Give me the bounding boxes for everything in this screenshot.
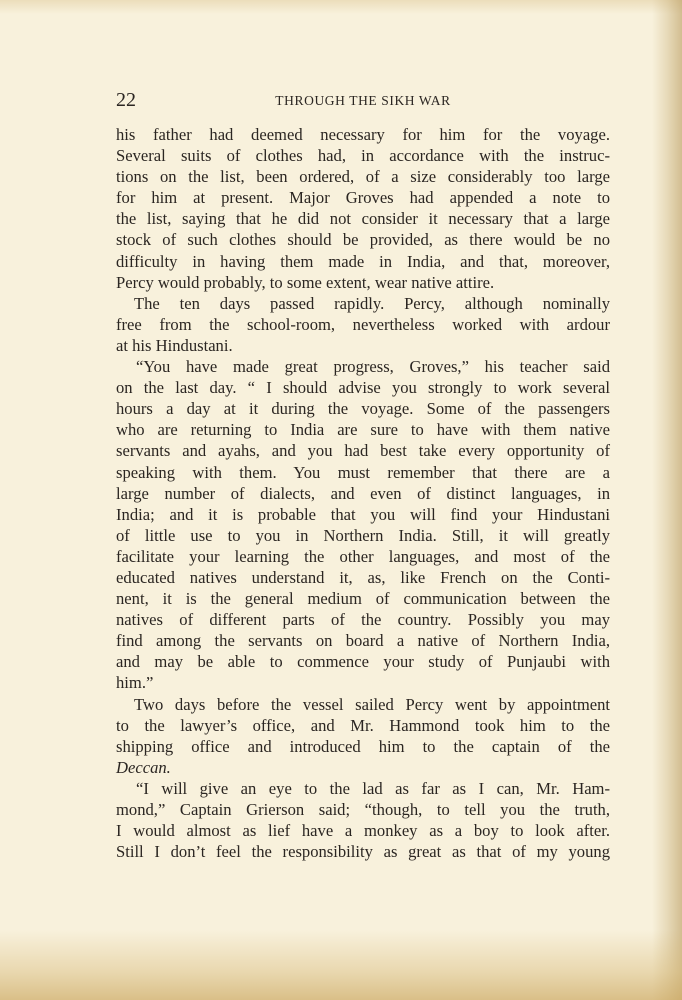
text-line: Still I don’t feel the responsibility as great as that of my young — [116, 842, 610, 862]
text-line: “You have made great progress, Groves,” his teacher said — [136, 357, 610, 377]
text-line: tions on the list, been ordered, of a size considerably too large — [116, 167, 610, 187]
text-line: servants and ayahs, and you had best take every opportunity of — [116, 441, 610, 461]
page-number: 22 — [116, 89, 136, 111]
text-line: hours a day at it during the voyage. Some of the passengers — [116, 399, 610, 419]
text-line: nent, it is the general medium of communication between the — [116, 589, 610, 609]
text-line: educated natives understand it, as, like French on the Conti- — [116, 567, 610, 587]
text-line: mond,” Captain Grierson said; “though, to tell you the truth, — [116, 800, 610, 819]
text-line: who are returning to India are sure to have with them native — [116, 420, 610, 440]
text-line: the list, saying that he did not consider it necessary that a large — [116, 209, 610, 229]
text-line: find among the servants on board a native of Northern India, — [116, 631, 610, 651]
text-line: shipping office and introduced him to the captain of the — [116, 736, 610, 756]
ship-name: Deccan. — [116, 757, 171, 777]
text-line: to the lawyer’s office, and Mr. Hammond took him to the — [116, 715, 610, 735]
text-line: Two days before the vessel sailed Percy went by appointment — [134, 694, 610, 714]
running-title: THROUGH THE SIKH WAR — [275, 93, 451, 108]
text-line: Percy would probably, to some extent, wear native attire. — [116, 272, 495, 292]
text-line: India; and it is probable that you will find your Hindustani — [116, 504, 610, 524]
text-line: “I will give an eye to the lad as far as I can, Mr. Ham- — [136, 778, 610, 798]
text-line: of little use to you in Northern India. Still, it will greatly — [116, 525, 610, 545]
text-line: natives of different parts of the country. Possibly you may — [116, 610, 610, 630]
text-line: his father had deemed necessary for him for the voyage. — [116, 125, 610, 144]
text-line: facilitate your learning the other languages, and most of the — [116, 546, 610, 566]
text-line: on the last day. “ I should advise you strongly to work several — [116, 378, 610, 398]
text-line: I would almost as lief have a monkey as a boy to look after. — [116, 821, 610, 841]
text-line: free from the school-room, nevertheless worked with ardour — [116, 314, 610, 334]
page-bottom-edge — [0, 930, 682, 1000]
text-line: large number of dialects, and even of distinct languages, in — [116, 483, 610, 503]
text-line: speaking with them. You must remember that there are a — [116, 462, 610, 482]
text-line: Several suits of clothes had, in accordance with the instruc- — [116, 146, 610, 166]
page-right-edge — [652, 0, 682, 1000]
text-line: stock of such clothes should be provided, as there would be no — [116, 230, 610, 250]
text-line: The ten days passed rapidly. Percy, although nominally — [134, 293, 610, 313]
text-line: for him at present. Major Groves had appended a note to — [116, 188, 610, 208]
page-header — [116, 88, 610, 112]
text-line: difficulty in having them made in India, and that, moreover, — [116, 251, 610, 271]
text-line: at his Hindustani. — [116, 335, 233, 355]
body-text — [116, 124, 610, 862]
text-line: and may be able to commence your study of Punjaubi with — [116, 652, 610, 672]
text-line: him.” — [116, 673, 154, 693]
page-top-edge — [0, 0, 682, 14]
